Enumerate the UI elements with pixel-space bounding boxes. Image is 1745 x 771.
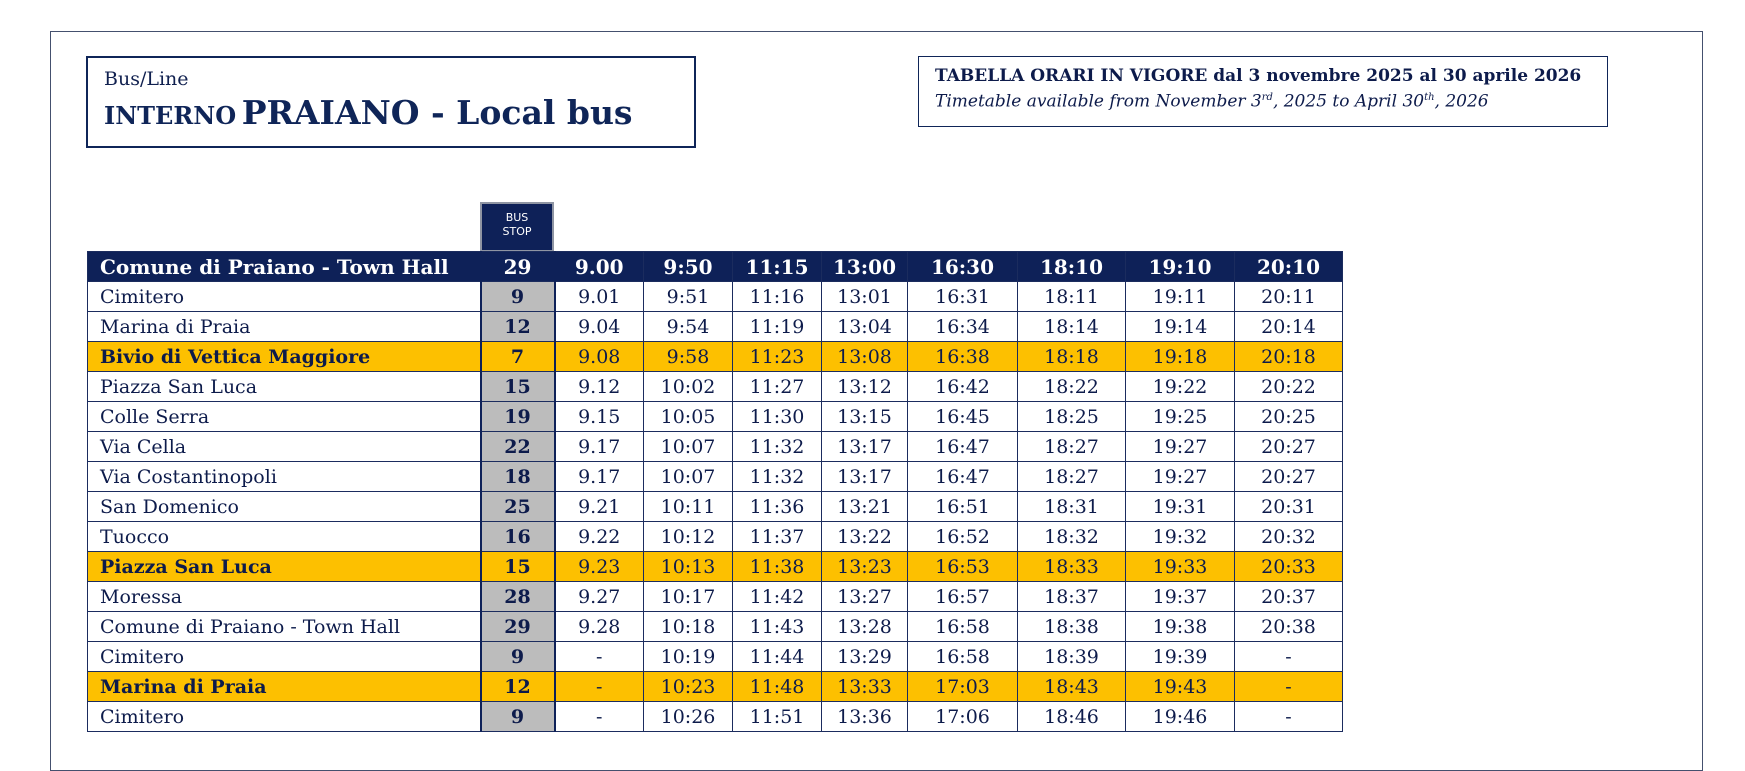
departure-time: - [555, 672, 644, 702]
departure-time: 18:43 [1018, 672, 1126, 702]
departure-time: 10:07 [644, 462, 733, 492]
departure-time: 9:58 [644, 342, 733, 372]
table-row [88, 642, 1343, 672]
departure-time: 9.01 [555, 282, 644, 312]
bus-stop-number: 18 [481, 462, 555, 492]
bus-line-title-word1: INTERNO [104, 101, 237, 130]
bus-stop-number: 12 [481, 312, 555, 342]
departure-time: 18:37 [1018, 582, 1126, 612]
table-row [88, 312, 1343, 342]
bus-stop-number: 9 [481, 282, 555, 312]
departure-time: 11:27 [733, 372, 822, 402]
departure-time: 13:00 [822, 252, 908, 282]
validity-english [935, 87, 1591, 113]
bus-stop-number: 25 [481, 492, 555, 522]
departure-time: 18:33 [1018, 552, 1126, 582]
departure-time: 20:11 [1235, 282, 1343, 312]
table-row [88, 672, 1343, 702]
stop-name: Bivio di Vettica Maggiore [88, 342, 481, 372]
departure-time: 19:32 [1126, 522, 1235, 552]
departure-time: 13:36 [822, 702, 908, 732]
departure-time: 13:23 [822, 552, 908, 582]
table-row [88, 552, 1343, 582]
departure-time: 20:38 [1235, 612, 1343, 642]
stop-name: Tuocco [88, 522, 481, 552]
departure-time: 13:12 [822, 372, 908, 402]
departure-time: 11:15 [733, 252, 822, 282]
departure-time: 18:31 [1018, 492, 1126, 522]
validity-english-sup2: th [1424, 92, 1435, 103]
departure-time: 16:53 [908, 552, 1018, 582]
bus-stop-number: 19 [481, 402, 555, 432]
departure-time: 13:27 [822, 582, 908, 612]
departure-time: 18:18 [1018, 342, 1126, 372]
departure-time: 19:25 [1126, 402, 1235, 432]
departure-time: 20:33 [1235, 552, 1343, 582]
bus-stop-number: 15 [481, 372, 555, 402]
table-row [88, 432, 1343, 462]
departure-time: 11:32 [733, 432, 822, 462]
stop-name: Marina di Praia [88, 672, 481, 702]
departure-time: 9.08 [555, 342, 644, 372]
departure-time: 9.12 [555, 372, 644, 402]
departure-time: 16:38 [908, 342, 1018, 372]
table-row [88, 372, 1343, 402]
departure-time: 18:10 [1018, 252, 1126, 282]
departure-time: 13:17 [822, 462, 908, 492]
table-row [88, 402, 1343, 432]
departure-time: 10:12 [644, 522, 733, 552]
departure-time: 10:17 [644, 582, 733, 612]
bus-stop-column-header [480, 202, 554, 252]
stop-name: Moressa [88, 582, 481, 612]
departure-time: 9.21 [555, 492, 644, 522]
departure-time: 10:13 [644, 552, 733, 582]
departure-time: 18:27 [1018, 432, 1126, 462]
table-row [88, 522, 1343, 552]
departure-time: 9.04 [555, 312, 644, 342]
bus-stop-header-line1: BUS [505, 211, 529, 224]
departure-time: 18:14 [1018, 312, 1126, 342]
departure-time: 9:51 [644, 282, 733, 312]
departure-time: 20:25 [1235, 402, 1343, 432]
departure-time: 13:04 [822, 312, 908, 342]
departure-time: 19:22 [1126, 372, 1235, 402]
departure-time: 20:14 [1235, 312, 1343, 342]
departure-time: 18:38 [1018, 612, 1126, 642]
departure-time: - [555, 702, 644, 732]
bus-line-box [86, 56, 696, 148]
departure-time: 13:15 [822, 402, 908, 432]
departure-time: 18:46 [1018, 702, 1126, 732]
departure-time: 11:16 [733, 282, 822, 312]
departure-time: 11:51 [733, 702, 822, 732]
departure-time: 11:44 [733, 642, 822, 672]
departure-time: 10:26 [644, 702, 733, 732]
departure-time: 11:37 [733, 522, 822, 552]
validity-italian: TABELLA ORARI IN VIGORE dal 3 novembre 2025 al 30 aprile 2026 [935, 66, 1582, 86]
validity-box [918, 56, 1608, 127]
departure-time: 13:01 [822, 282, 908, 312]
departure-time: - [1235, 642, 1343, 672]
departure-time: 19:18 [1126, 342, 1235, 372]
bus-stop-number: 29 [481, 252, 555, 282]
bus-stop-number: 29 [481, 612, 555, 642]
departure-time: 9.27 [555, 582, 644, 612]
bus-stop-number: 16 [481, 522, 555, 552]
bus-stop-number: 12 [481, 672, 555, 702]
stop-name: Cimitero [88, 282, 481, 312]
departure-time: 10:18 [644, 612, 733, 642]
departure-time: - [1235, 672, 1343, 702]
departure-time: 19:27 [1126, 462, 1235, 492]
departure-time: 18:27 [1018, 462, 1126, 492]
bus-line-title [104, 93, 678, 139]
departure-time: 13:08 [822, 342, 908, 372]
departure-time: 20:10 [1235, 252, 1343, 282]
departure-time: 10:19 [644, 642, 733, 672]
stop-name: Via Costantinopoli [88, 462, 481, 492]
timetable-header-row [88, 252, 1343, 282]
departure-time: 11:19 [733, 312, 822, 342]
stop-name: Comune di Praiano - Town Hall [88, 252, 481, 282]
stop-name: San Domenico [88, 492, 481, 522]
validity-english-part1: Timetable available from November 3 [935, 91, 1262, 112]
departure-time: 19:37 [1126, 582, 1235, 612]
bus-stop-number: 22 [481, 432, 555, 462]
table-row [88, 582, 1343, 612]
departure-time: 11:42 [733, 582, 822, 612]
departure-time: 11:43 [733, 612, 822, 642]
table-row [88, 342, 1343, 372]
departure-time: 17:03 [908, 672, 1018, 702]
departure-time: 16:31 [908, 282, 1018, 312]
departure-time: 16:52 [908, 522, 1018, 552]
departure-time: 11:38 [733, 552, 822, 582]
departure-time: 16:58 [908, 612, 1018, 642]
departure-time: 20:27 [1235, 462, 1343, 492]
departure-time: 11:32 [733, 462, 822, 492]
bus-line-title-word2: PRAIANO - Local bus [241, 93, 633, 132]
departure-time: 11:48 [733, 672, 822, 702]
departure-time: 13:21 [822, 492, 908, 522]
table-row [88, 462, 1343, 492]
departure-time: 19:46 [1126, 702, 1235, 732]
table-row [88, 612, 1343, 642]
stop-name: Comune di Praiano - Town Hall [88, 612, 481, 642]
table-row [88, 492, 1343, 522]
departure-time: 11:23 [733, 342, 822, 372]
validity-english-part3: , 2026 [1434, 91, 1489, 112]
bus-stop-header-line2: STOP [502, 225, 532, 238]
departure-time: 10:23 [644, 672, 733, 702]
departure-time: - [555, 642, 644, 672]
departure-time: 9:54 [644, 312, 733, 342]
table-row [88, 282, 1343, 312]
bus-stop-number: 7 [481, 342, 555, 372]
departure-time: - [1235, 702, 1343, 732]
departure-time: 20:32 [1235, 522, 1343, 552]
departure-time: 10:07 [644, 432, 733, 462]
departure-time: 19:43 [1126, 672, 1235, 702]
departure-time: 9.17 [555, 432, 644, 462]
departure-time: 19:14 [1126, 312, 1235, 342]
departure-time: 20:37 [1235, 582, 1343, 612]
departure-time: 20:18 [1235, 342, 1343, 372]
departure-time: 18:11 [1018, 282, 1126, 312]
departure-time: 11:36 [733, 492, 822, 522]
departure-time: 19:38 [1126, 612, 1235, 642]
departure-time: 19:10 [1126, 252, 1235, 282]
departure-time: 13:22 [822, 522, 908, 552]
departure-time: 18:25 [1018, 402, 1126, 432]
bus-stop-number: 28 [481, 582, 555, 612]
departure-time: 19:39 [1126, 642, 1235, 672]
departure-time: 16:45 [908, 402, 1018, 432]
departure-time: 19:31 [1126, 492, 1235, 522]
departure-time: 19:33 [1126, 552, 1235, 582]
departure-time: 17:06 [908, 702, 1018, 732]
departure-time: 9.28 [555, 612, 644, 642]
stop-name: Piazza San Luca [88, 552, 481, 582]
departure-time: 20:31 [1235, 492, 1343, 522]
departure-time: 16:47 [908, 432, 1018, 462]
bus-stop-number: 9 [481, 642, 555, 672]
departure-time: 9.22 [555, 522, 644, 552]
stop-name: Cimitero [88, 702, 481, 732]
table-row [88, 702, 1343, 732]
departure-time: 10:11 [644, 492, 733, 522]
departure-time: 18:32 [1018, 522, 1126, 552]
bus-stop-number: 9 [481, 702, 555, 732]
timetable-table [87, 251, 1343, 732]
departure-time: 9.15 [555, 402, 644, 432]
departure-time: 13:28 [822, 612, 908, 642]
departure-time: 16:42 [908, 372, 1018, 402]
stop-name: Colle Serra [88, 402, 481, 432]
departure-time: 19:11 [1126, 282, 1235, 312]
stop-name: Piazza San Luca [88, 372, 481, 402]
departure-time: 18:22 [1018, 372, 1126, 402]
departure-time: 20:27 [1235, 432, 1343, 462]
bus-line-label: Bus/Line [104, 68, 189, 90]
departure-time: 9.17 [555, 462, 644, 492]
departure-time: 16:34 [908, 312, 1018, 342]
departure-time: 16:47 [908, 462, 1018, 492]
departure-time: 13:17 [822, 432, 908, 462]
stop-name: Via Cella [88, 432, 481, 462]
stop-name: Marina di Praia [88, 312, 481, 342]
departure-time: 13:29 [822, 642, 908, 672]
departure-time: 9:50 [644, 252, 733, 282]
stop-name: Cimitero [88, 642, 481, 672]
departure-time: 19:27 [1126, 432, 1235, 462]
departure-time: 10:02 [644, 372, 733, 402]
departure-time: 16:51 [908, 492, 1018, 522]
validity-english-part2: , 2025 to April 30 [1272, 91, 1425, 112]
departure-time: 16:30 [908, 252, 1018, 282]
bus-stop-number: 15 [481, 552, 555, 582]
departure-time: 13:33 [822, 672, 908, 702]
departure-time: 11:30 [733, 402, 822, 432]
departure-time: 10:05 [644, 402, 733, 432]
departure-time: 16:58 [908, 642, 1018, 672]
departure-time: 18:39 [1018, 642, 1126, 672]
validity-english-sup1: rd [1261, 92, 1273, 103]
departure-time: 9.00 [555, 252, 644, 282]
departure-time: 16:57 [908, 582, 1018, 612]
departure-time: 9.23 [555, 552, 644, 582]
departure-time: 20:22 [1235, 372, 1343, 402]
